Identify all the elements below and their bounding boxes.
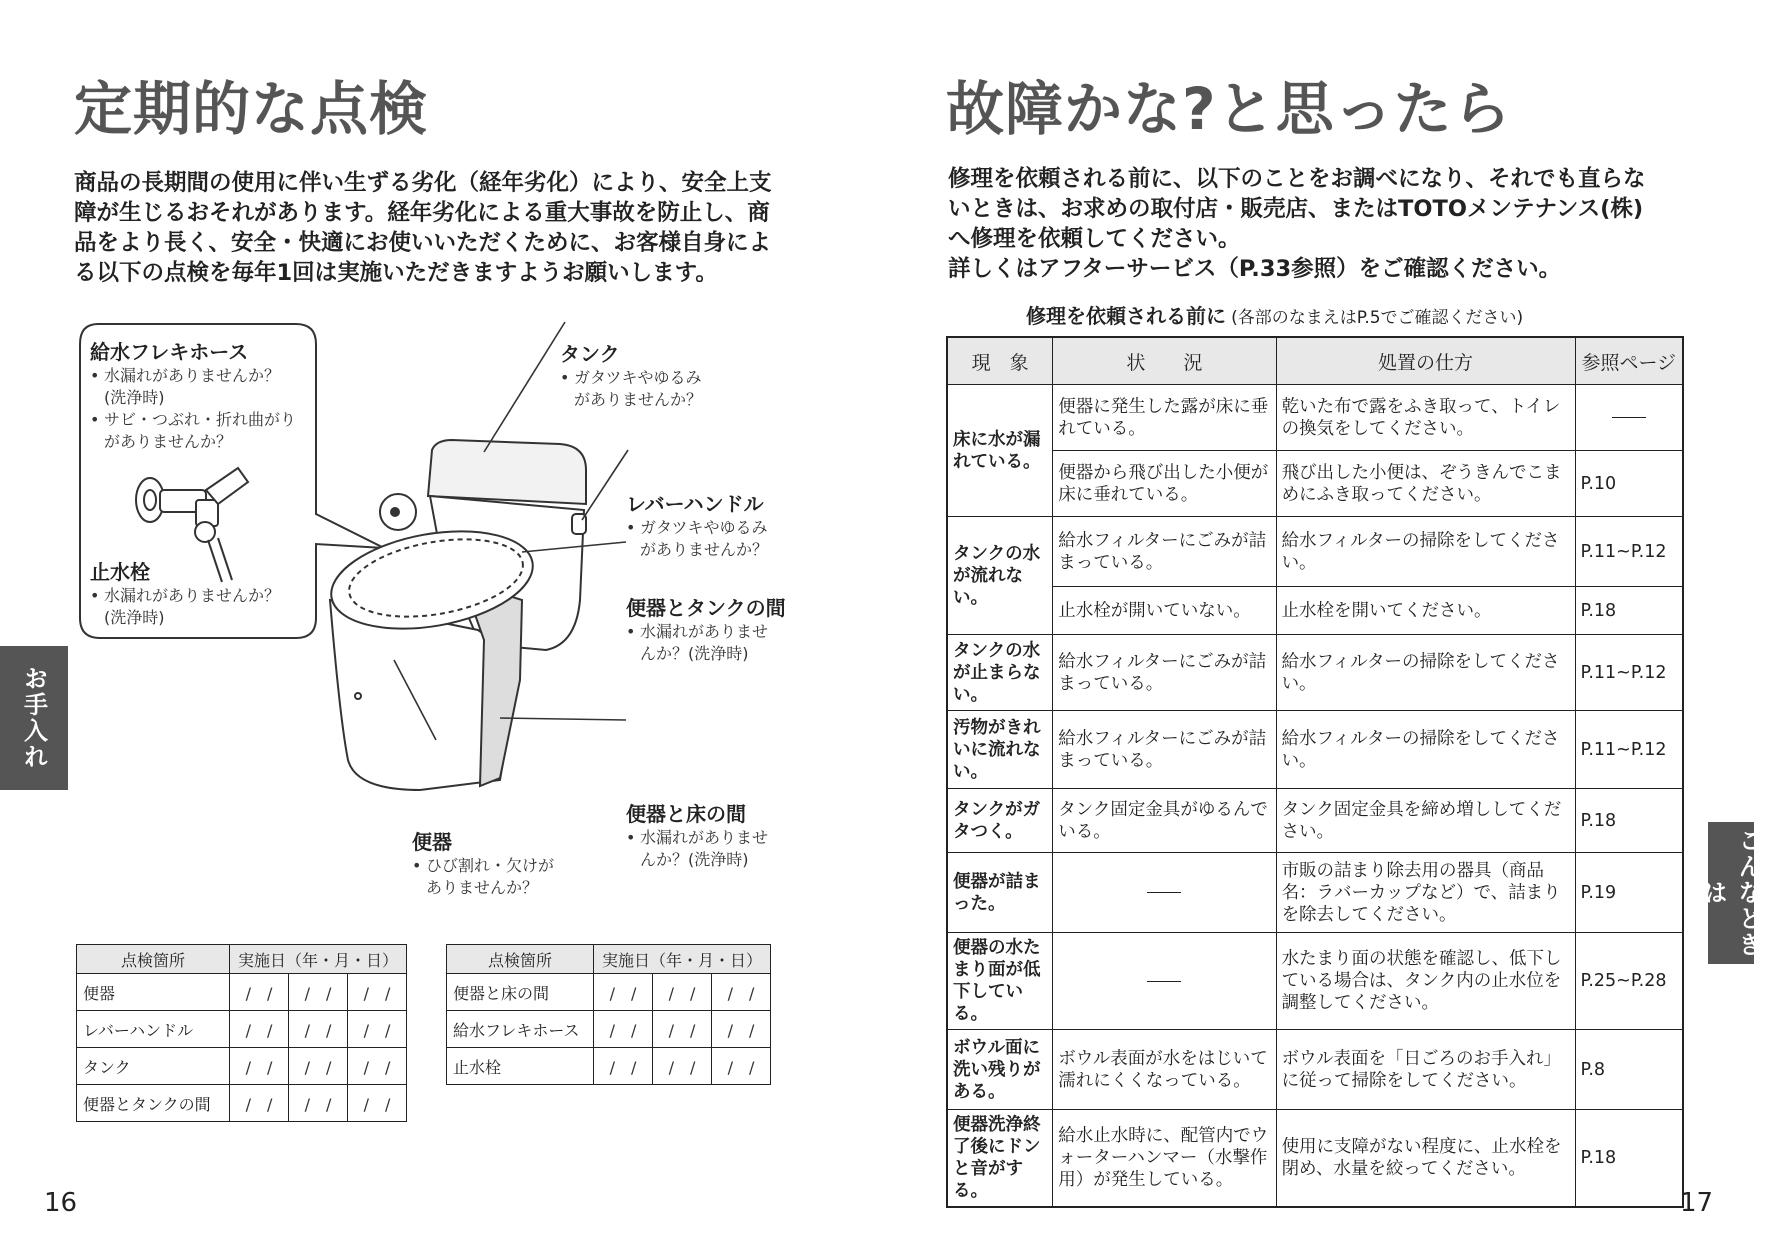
condition-cell: 給水止水時に、配管内でウォーターハンマー（水撃作用）が発生している。	[1053, 1110, 1276, 1208]
callout-bowl-floor: 便器と床の間 • 水漏れがありませ んか？(洗浄時)	[626, 798, 768, 871]
fix-cell: 給水フィルターの掃除をしてください。	[1276, 711, 1575, 789]
table-row	[77, 1085, 407, 1122]
condition-cell: 給水フィルターにごみが詰まっている。	[1053, 517, 1276, 587]
dash-mark	[1147, 981, 1181, 982]
side-tab-right[interactable]: こんなときは	[1708, 822, 1754, 964]
date-cell[interactable]: / /	[594, 1048, 653, 1085]
ref-cell: P.18	[1575, 789, 1683, 853]
fix-cell: 使用に支障がない程度に、止水栓を閉め、水量を絞ってください。	[1276, 1110, 1575, 1208]
col-header: 処置の仕方	[1276, 337, 1575, 385]
callout-valve: 止水栓 • 水漏れがありませんか？ (洗浄時)	[90, 556, 280, 629]
callout-title: レバーハンドル	[626, 492, 764, 516]
condition-cell: 給水フィルターにごみが詰まっている。	[1053, 635, 1276, 711]
fix-cell: 飛び出した小便は、ぞうきんでこまめにふき取ってください。	[1276, 451, 1575, 517]
symptom-cell: ボウル面に洗い残りがある。	[947, 1030, 1053, 1110]
callout-title: 給水フレキホース	[90, 340, 249, 364]
check-table-1	[76, 944, 407, 1122]
ref-cell: P.8	[1575, 1030, 1683, 1110]
bullet-text: (洗浄時)	[104, 388, 165, 407]
date-cell[interactable]: / /	[712, 974, 771, 1011]
bowl-icon	[324, 517, 541, 790]
ref-cell: P.25~P.28	[1575, 933, 1683, 1030]
callout-title: タンク	[560, 342, 620, 366]
symptom-cell: 汚物がきれいに流れない。	[947, 711, 1053, 789]
bullet-text: 水漏れがありませ	[640, 622, 769, 641]
fix-cell: 止水栓を開いてください。	[1276, 587, 1575, 635]
fix-cell: 給水フィルターの掃除をしてください。	[1276, 517, 1575, 587]
table-row	[447, 1048, 771, 1085]
table-row	[947, 517, 1683, 587]
bullet-text: ひび割れ・欠けが	[426, 856, 555, 875]
callout-bowl-tank: 便器とタンクの間 • 水漏れがありませ んか？(洗浄時)	[626, 592, 786, 665]
ref-cell	[1575, 385, 1683, 451]
lead-left	[74, 168, 834, 288]
fix-cell: タンク固定金具を締め増ししてください。	[1276, 789, 1575, 853]
ref-cell: P.11~P.12	[1575, 517, 1683, 587]
ref-cell: P.18	[1575, 1110, 1683, 1208]
table-title-main: 修理を依頼される前に	[1026, 304, 1226, 328]
fix-cell: 水たまり面の状態を確認し、低下している場合は、タンク内の止水位を調整してください。	[1276, 933, 1575, 1030]
col-header: 現 象	[947, 337, 1053, 385]
fix-cell: 市販の詰まり除去用の器具（商品名：ラバーカップなど）で、詰まりを除去してください。	[1276, 853, 1575, 933]
check-place: 給水フレキホース	[447, 1011, 594, 1048]
table-row	[947, 933, 1683, 1030]
table-row	[77, 974, 407, 1011]
table-title-note: (各部のなまえはP.5でご確認ください)	[1231, 308, 1524, 328]
callout-bowl: 便器 • ひび割れ・欠けが ありませんか？	[412, 826, 554, 899]
ref-cell: P.11~P.12	[1575, 635, 1683, 711]
callout-title: 便器	[412, 830, 452, 854]
table-row	[447, 1011, 771, 1048]
col-header: 参照ページ	[1575, 337, 1683, 385]
condition-cell	[1053, 853, 1276, 933]
side-tab-left[interactable]: お手入れ	[0, 646, 68, 790]
date-cell[interactable]: / /	[289, 1048, 348, 1085]
fix-cell: ボウル表面を「日ごろのお手入れ」に従って掃除をしてください。	[1276, 1030, 1575, 1110]
callout-tank: タンク • ガタツキやゆるみ がありませんか？	[560, 338, 702, 411]
date-cell[interactable]: / /	[653, 1011, 712, 1048]
condition-cell: 便器から飛び出した小便が床に垂れている。	[1053, 451, 1276, 517]
symptom-cell: 便器洗浄終了後にドンと音がする。	[947, 1110, 1053, 1208]
date-cell[interactable]: / /	[289, 974, 348, 1011]
callout-title: 止水栓	[90, 560, 150, 584]
col-header: 点検箇所	[77, 945, 230, 974]
check-place: 便器とタンクの間	[77, 1085, 230, 1122]
bullet-text: サビ・つぶれ・折れ曲がり	[104, 410, 297, 429]
lead-line: る以下の点検を毎年1回は実施いただきますようお願いします。	[74, 260, 718, 286]
callout-lever: レバーハンドル • ガタツキやゆるみ がありませんか？	[626, 488, 768, 561]
date-cell[interactable]: / /	[348, 974, 407, 1011]
symptom-cell: 便器の水たまり面が低下している。	[947, 933, 1053, 1030]
page-number-left: 16	[44, 1188, 78, 1218]
date-cell[interactable]: / /	[230, 1085, 289, 1122]
condition-cell: ボウル表面が水をはじいて濡れにくくなっている。	[1053, 1030, 1276, 1110]
table-row	[947, 1030, 1683, 1110]
page-title-left: 定期的な点検	[74, 75, 429, 143]
date-cell[interactable]: / /	[230, 974, 289, 1011]
lead-line: いときは、お求めの取付店・販売店、またはTOTOメンテナンス(株)	[948, 196, 1644, 222]
ref-cell: P.18	[1575, 587, 1683, 635]
col-header: 状 況	[1053, 337, 1276, 385]
col-header: 実施日（年・月・日）	[594, 945, 771, 974]
bullet-text: がありませんか？	[104, 432, 233, 451]
col-header: 点検箇所	[447, 945, 594, 974]
bullet-text: ガタツキやゆるみ	[640, 518, 768, 537]
ref-cell: P.19	[1575, 853, 1683, 933]
symptom-cell: タンクの水が止まらない。	[947, 635, 1053, 711]
check-place: 止水栓	[447, 1048, 594, 1085]
condition-cell: 止水栓が開いていない。	[1053, 587, 1276, 635]
col-header: 実施日（年・月・日）	[230, 945, 407, 974]
table-title	[1026, 300, 1523, 329]
table-row	[947, 853, 1683, 933]
lead-right	[948, 164, 1718, 284]
table-row	[947, 385, 1683, 451]
table-row	[947, 711, 1683, 789]
fix-cell: 乾いた布で露をふき取って、トイレの換気をしてください。	[1276, 385, 1575, 451]
condition-cell: 便器に発生した露が床に垂れている。	[1053, 385, 1276, 451]
bullet-text: 水漏れがありませんか？	[104, 586, 281, 605]
lead-line: 詳しくはアフターサービス（P.33参照）をご確認ください。	[948, 256, 1562, 282]
check-place: 便器と床の間	[447, 974, 594, 1011]
date-cell[interactable]: / /	[594, 1011, 653, 1048]
condition-cell	[1053, 933, 1276, 1030]
table-row	[77, 1011, 407, 1048]
bullet-text: 水漏れがありませんか？	[104, 366, 281, 385]
table-row	[947, 789, 1683, 853]
lead-line: 品をより長く、安全・快適にお使いいただくために、お客様自身によ	[74, 230, 772, 256]
date-cell[interactable]: / /	[348, 1011, 407, 1048]
callout-title: 便器とタンクの間	[626, 596, 786, 620]
bullet-text: ありませんか？	[426, 878, 539, 897]
table-row	[947, 451, 1683, 517]
bullet-text: がありませんか？	[640, 540, 769, 559]
date-cell[interactable]: / /	[653, 1048, 712, 1085]
check-place: 便器	[77, 974, 230, 1011]
symptom-cell: タンクがガタつく。	[947, 789, 1053, 853]
date-cell[interactable]: / /	[712, 1011, 771, 1048]
troubleshoot-table	[946, 336, 1684, 1208]
symptom-cell: タンクの水が流れない。	[947, 517, 1053, 635]
bullet-text: んか？(洗浄時)	[640, 850, 749, 869]
date-cell[interactable]: / /	[348, 1048, 407, 1085]
ref-cell: P.10	[1575, 451, 1683, 517]
lead-line: 修理を依頼される前に、以下のことをお調べになり、それでも直らな	[948, 166, 1646, 192]
table-row	[947, 635, 1683, 711]
bullet-text: がありませんか？	[574, 390, 703, 409]
bullet-text: 水漏れがありませ	[640, 828, 769, 847]
bullet-text: (洗浄時)	[104, 608, 165, 627]
check-table-2	[446, 944, 771, 1085]
lead-line: 商品の長期間の使用に伴い生ずる劣化（経年劣化）により、安全上支	[74, 170, 772, 196]
date-cell[interactable]: / /	[348, 1085, 407, 1122]
page-number-right: 17	[1680, 1188, 1714, 1218]
bullet-text: ガタツキやゆるみ	[574, 368, 702, 387]
check-place: タンク	[77, 1048, 230, 1085]
date-cell[interactable]: / /	[594, 974, 653, 1011]
symptom-cell: 便器が詰まった。	[947, 853, 1053, 933]
condition-cell: 給水フィルターにごみが詰まっている。	[1053, 711, 1276, 789]
table-row	[77, 1048, 407, 1085]
callout-hose: 給水フレキホース • 水漏れがありませんか？ (洗浄時) • サビ・つぶれ・折れ曲がり がありませんか？	[90, 336, 296, 453]
check-place: レバーハンドル	[77, 1011, 230, 1048]
date-cell[interactable]: / /	[230, 1048, 289, 1085]
symptom-cell: 床に水が漏れている。	[947, 385, 1053, 517]
lead-line: 障が生じるおそれがあります。経年劣化による重大事故を防止し、商	[74, 200, 770, 226]
table-row	[447, 974, 771, 1011]
page-title-right: 故障かな?と思ったら	[946, 75, 1512, 143]
date-cell[interactable]: / /	[712, 1048, 771, 1085]
lead-line: へ修理を依頼してください。	[948, 226, 1241, 252]
date-cell[interactable]: / /	[289, 1011, 348, 1048]
dash-mark	[1612, 417, 1646, 418]
ref-cell: P.11~P.12	[1575, 711, 1683, 789]
date-cell[interactable]: / /	[653, 974, 712, 1011]
table-row	[947, 1110, 1683, 1208]
fix-cell: 給水フィルターの掃除をしてください。	[1276, 635, 1575, 711]
table-row	[947, 587, 1683, 635]
date-cell[interactable]: / /	[289, 1085, 348, 1122]
condition-cell: タンク固定金具がゆるんでいる。	[1053, 789, 1276, 853]
date-cell[interactable]: / /	[230, 1011, 289, 1048]
callout-title: 便器と床の間	[626, 802, 746, 826]
dash-mark	[1147, 892, 1181, 893]
bullet-text: んか？(洗浄時)	[640, 644, 749, 663]
